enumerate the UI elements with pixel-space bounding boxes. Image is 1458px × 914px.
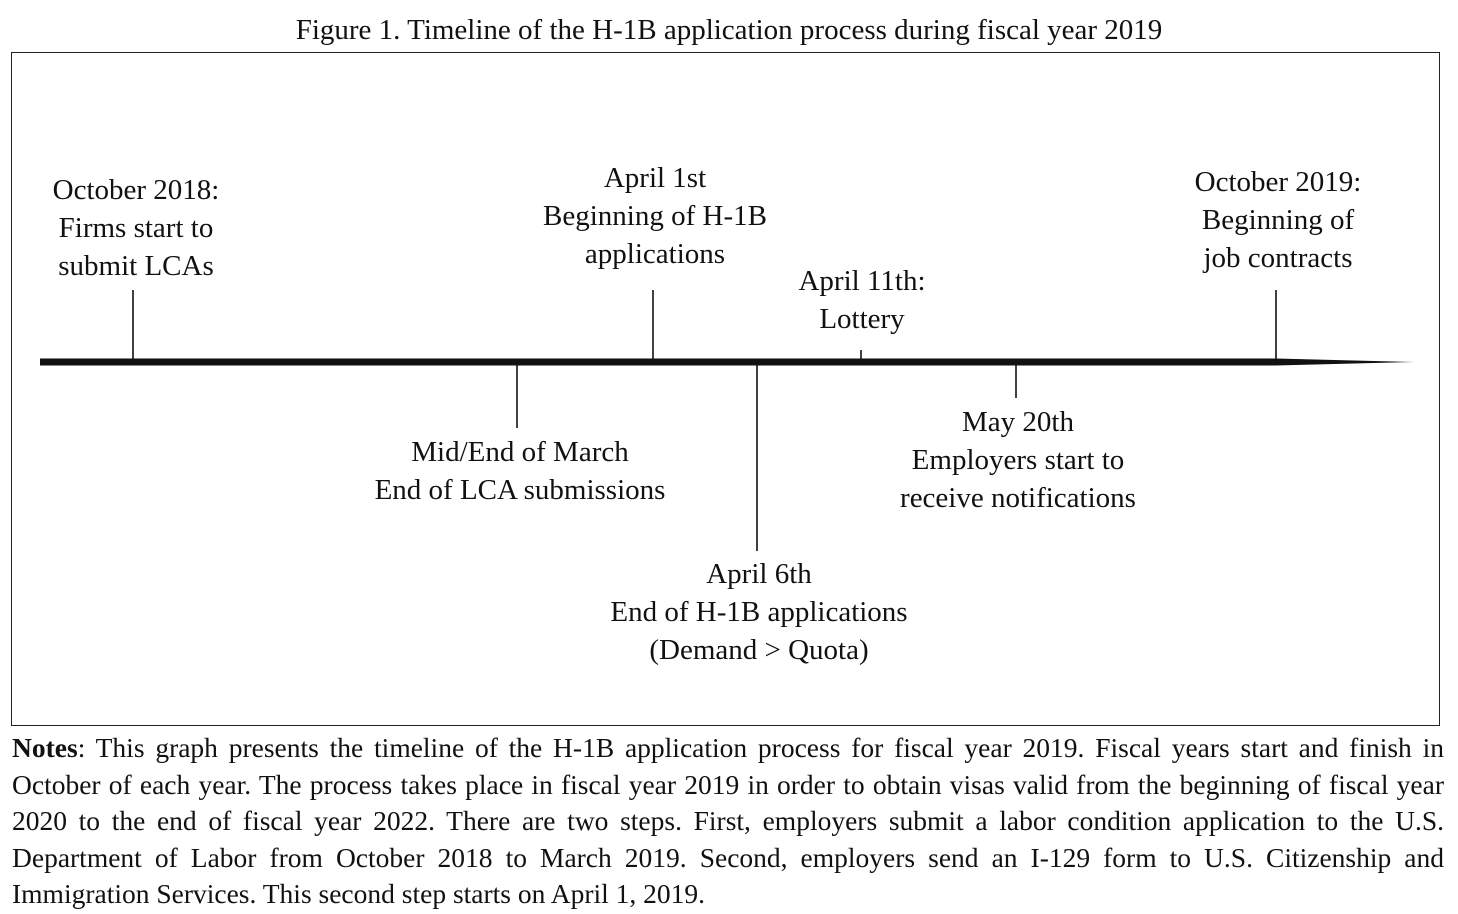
event-line: (Demand > Quota) (649, 634, 869, 666)
event-line: receive notifications (900, 482, 1136, 514)
event-april-11 (798, 262, 925, 338)
event-line: End of H-1B applications (610, 596, 908, 628)
event-may-20 (900, 403, 1136, 517)
notes-label: Notes (12, 732, 78, 763)
event-line: Lottery (819, 303, 905, 335)
event-line: Employers start to (911, 444, 1125, 476)
timeline-axis (40, 359, 1414, 366)
event-line: April 6th (706, 558, 812, 590)
event-line: Beginning of (1201, 204, 1355, 236)
event-line: April 11th: (798, 265, 926, 297)
event-line: Mid/End of March (411, 436, 629, 468)
event-line: Firms start to (58, 212, 214, 244)
event-line: applications (584, 238, 726, 270)
figure-caption: Figure 1. Timeline of the H-1B application process during fiscal year 2019 (295, 14, 1163, 46)
event-line: job contracts (1203, 242, 1353, 274)
notes-text: : This graph presents the timeline of the H-1B application process for fiscal year 2019. Fiscal years start and finish in October of each year. The process takes place in fiscal year 2019 in order to obtain visas valid from the beginning of fiscal year 2020 to the end of fiscal year 2022. There are two steps. First, employers submit a labor condition application to the U.S. Department of Labor from October 2018 to March 2019. Second, employers send an I-129 form to U.S. Citizenship and Immigration Services. This second step starts on April 1, 2019. (12, 732, 1444, 910)
event-line: April 1st (603, 162, 707, 194)
event-line: submit LCAs (58, 250, 214, 282)
event-line: October 2019: (1194, 166, 1362, 198)
event-mid-march (375, 433, 666, 509)
event-april-6 (610, 555, 907, 669)
event-line: Beginning of H-1B (543, 200, 767, 232)
event-line: October 2018: (52, 174, 220, 206)
event-line: End of LCA submissions (374, 474, 666, 506)
figure-notes (12, 730, 1444, 913)
event-line: May 20th (962, 406, 1074, 438)
event-oct-2019 (1195, 163, 1362, 277)
event-april-1 (543, 159, 767, 273)
event-oct-2018 (53, 171, 220, 285)
